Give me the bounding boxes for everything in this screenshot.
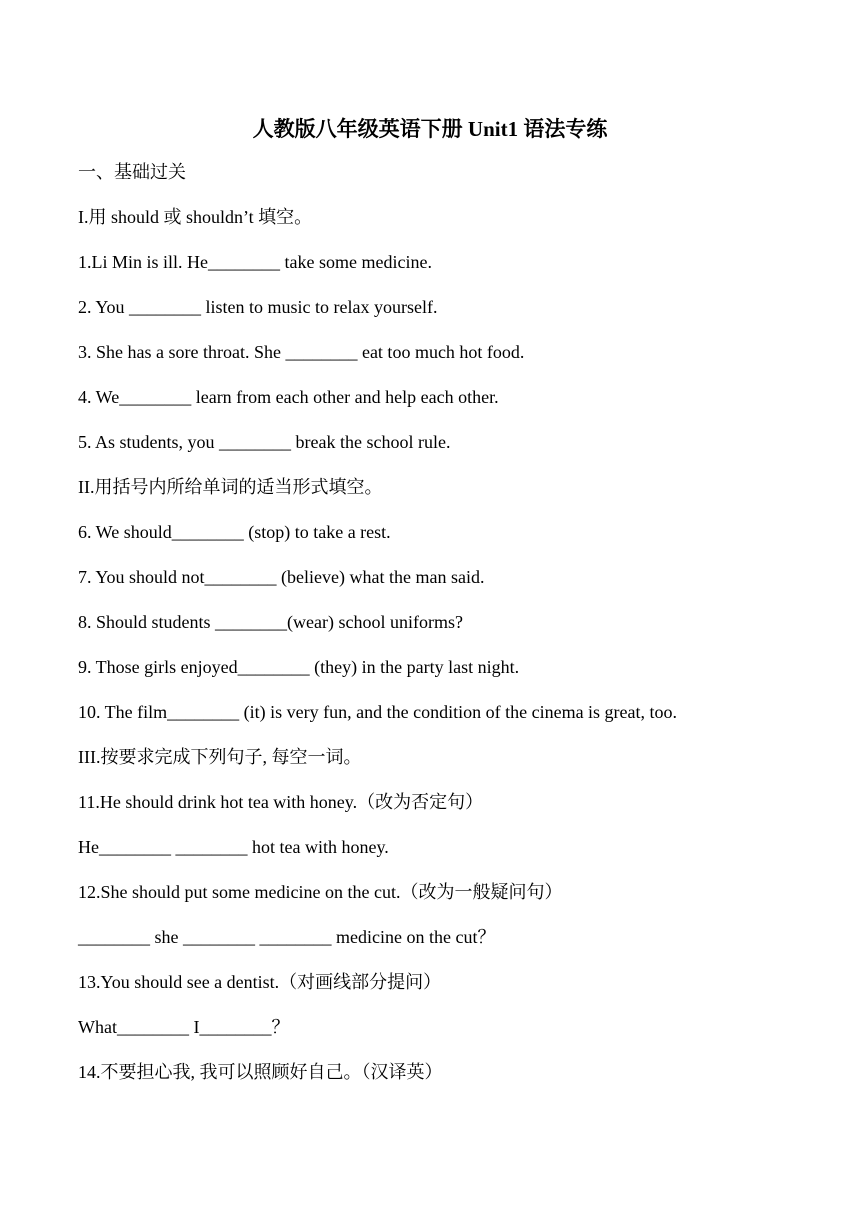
question-2: 2. You ________ listen to music to relax yourself. bbox=[78, 297, 438, 317]
question-5: 5. As students, you ________ break the school rule. bbox=[78, 432, 451, 452]
part-2-instruction: II.用括号内所给单词的适当形式填空。 bbox=[78, 477, 383, 497]
question-10: 10. The film________ (it) is very fun, and the condition of the cinema is great, too. bbox=[78, 702, 678, 722]
question-14: 14.不要担心我, 我可以照顾好自己。（汉译英） bbox=[78, 1062, 443, 1082]
question-6: 6. We should________ (stop) to take a rest. bbox=[78, 522, 391, 542]
question-8: 8. Should students ________(wear) school uniforms? bbox=[78, 612, 463, 632]
part-1-instruction: I.用 should 或 shouldn’t 填空。 bbox=[78, 207, 313, 227]
part-3-instruction: III.按要求完成下列句子, 每空一词。 bbox=[78, 747, 362, 767]
question-13: 13.You should see a dentist.（对画线部分提问） bbox=[78, 972, 442, 992]
answer-line-11: He________ ________ hot tea with honey. bbox=[78, 837, 389, 857]
answer-line-13: What________ I________？ bbox=[78, 1017, 290, 1037]
answer-line-12: ________ she ________ ________ medicine on the cut？ bbox=[78, 927, 496, 947]
question-1: 1.Li Min is ill. He________ take some medicine. bbox=[78, 252, 432, 272]
question-11: 11.He should drink hot tea with honey.（改为否定句） bbox=[78, 792, 484, 812]
section-heading: 一、基础过关 bbox=[78, 162, 186, 182]
question-7: 7. You should not________ (believe) what the man said. bbox=[78, 567, 485, 587]
question-4: 4. We________ learn from each other and help each other. bbox=[78, 387, 499, 407]
question-12: 12.She should put some medicine on the cut.（改为一般疑问句） bbox=[78, 882, 563, 902]
page-title: 人教版八年级英语下册 Unit1 语法专练 bbox=[252, 117, 608, 141]
question-9: 9. Those girls enjoyed________ (they) in the party last night. bbox=[78, 657, 520, 677]
question-3: 3. She has a sore throat. She ________ eat too much hot food. bbox=[78, 342, 525, 362]
